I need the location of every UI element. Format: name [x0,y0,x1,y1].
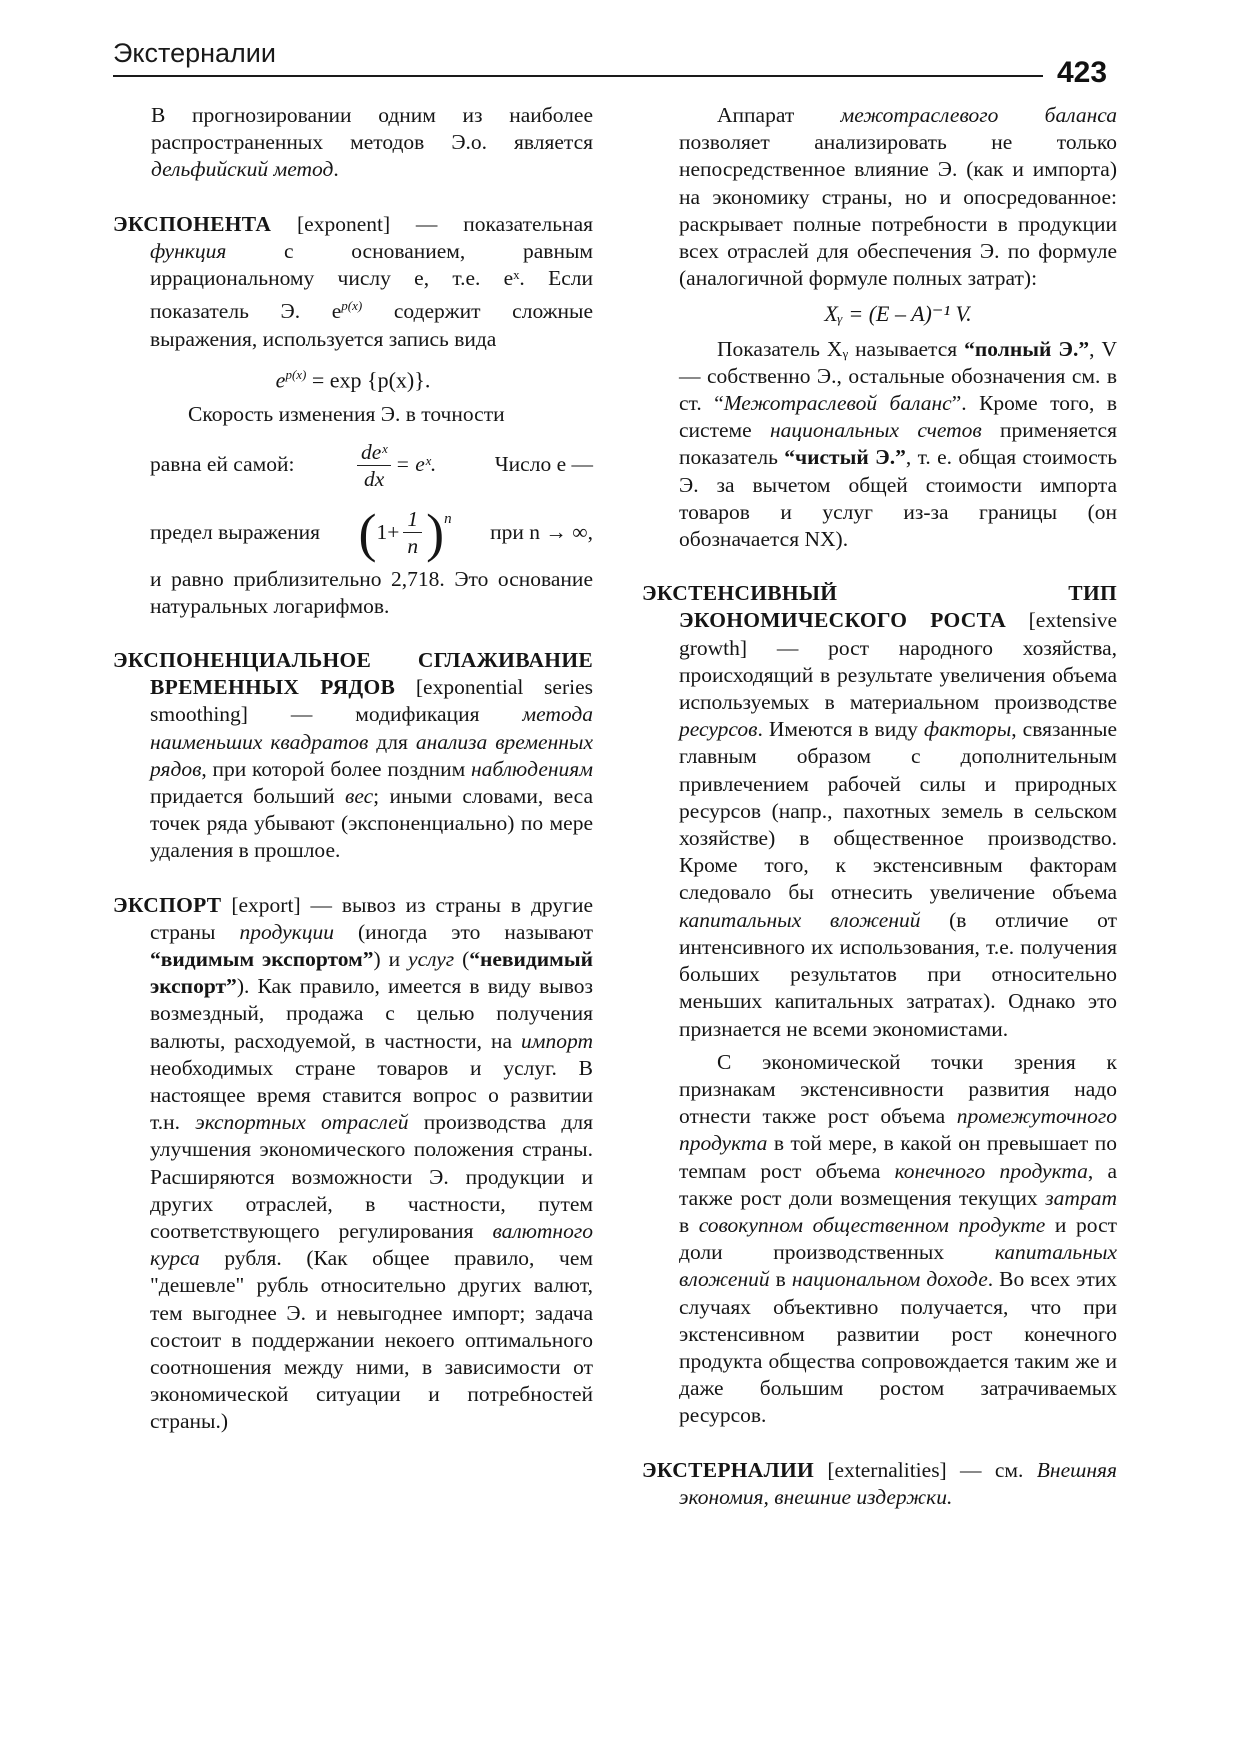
link-import[interactable]: импорт [521,1028,593,1053]
link-costs[interactable]: затрат [1045,1185,1117,1210]
link-external-economies[interactable]: Внешняя экономия, внешние издержки. [679,1457,1117,1509]
entry-export: ЭКСПОРТ [export] — вывоз из страны в другие страны продукции (иногда это называют “видимым экспортом”) и услуг (“невидимый экспорт”). Как правило, имеется в виду вывоз возмездный, продажа с целью получения валюты, расходуемой, в частности, на импорт необходимых стране товаров и услуг. В настоящее время ставится вопрос о развитии т.н. экспортных отраслей производства для улучшения экономического положения страны. Расширяются возможности Э. продукции и других отраслей, в частности, путем соответствующего регулирования валютного курса рубля. (Как общее правило, чем "дешевле" рубль относительно других валют, тем выгоднее Э. и невыгоднее импорт; задача состоит в поддержании некоего оптимального соотношения между ними, в зависимости от экономической ситуации и потребностей страны.) [113,892,593,1434]
link-factors[interactable]: факторы [923,717,1012,742]
right-column [642,102,1117,1538]
link-input-output-balance[interactable]: межотраслевого баланса [840,103,1117,127]
entry-exponential-smoothing: ЭКСПОНЕНЦИАЛЬНОЕ СГЛАЖИВАНИЕ ВРЕМЕННЫХ РЯДОВ [exponential series smoothing] — модификация метода наименьших квадратов для анализа временных рядов, при которой более поздним наблюдениям придается больший вес; иными словами, веса точек ряда убывают (экспоненциально) по мере удаления в прошлое. [113,647,594,863]
link-national-accounts[interactable]: национальных счетов [770,418,982,443]
link-national-income[interactable]: национальном доходе [791,1267,988,1292]
entry-exponent: ЭКСПОНЕНТА [exponent] — показательная функция с основанием, равным иррациональному числу e, т.е. eˣ. Если показатель Э. $e^{p(x)}$ содержит сложные выражения, используется запись вида [113,211,594,351]
speed-paragraph: Скорость изменения Э. в точности [188,402,505,427]
link-capital-investment-2[interactable]: капитальных вложений [679,1240,1117,1292]
page-number: 423 [1057,56,1108,89]
intro-paragraph: В прогнозировании одним из наиболее распространенных методов Э.о. является дельфийский метод. [151,103,593,182]
link-function[interactable]: функция [150,238,227,263]
header-rule [113,75,1043,77]
entry-externalities: ЭКСТЕРНАЛИИ [externalities] — см. Внешняя экономия, внешние издержки. [642,1457,1117,1509]
entry-term: ЭКСПОНЕНЦИАЛЬНОЕ СГЛАЖИВАНИЕ ВРЕМЕННЫХ РЯДОВ [113,647,593,700]
left-column [113,102,593,1463]
running-header: Экстерналии [113,38,276,68]
indicator-paragraph: Показатель Xᵧ называется “полный Э.”, V — собственно Э., остальные обозначения см. в ст. “Межотраслевой баланс”. Кроме того, в системе национальных счетов применяется показатель “чистый Э.”, т. е. общая стоимость Э. за вычетом общей стоимости импорта товаров и услуг из-за границы (он обозначается NX). [679,336,1118,552]
formula-full-export: Xᵧ = (E – A)⁻¹ V. [824,301,972,327]
entry-extensive-growth: ЭКСТЕНСИВНЫЙ ТИП ЭКОНОМИЧЕСКОГО РОСТА [extensive growth] — рост народного хозяйства, происходящий в результате увеличения объема используемых в материальном производстве ресурсов. Имеются в виду факторы, связанные главным образом с дополнительным привлечением рабочей силы и природных ресурсов (напр., пахотных земель в сельском хозяйстве) в общественное производство. Кроме того, к экстенсивным факторам следовало бы отнесить увеличение объема капитальных вложений (в отличие от интенсивного их использования, т.е. получения больших результатов при относительно меньших капитальных затратах). Однако это признается не всеми экономистами. [642,581,1117,1041]
approx-paragraph: и равно приблизительно 2,718. Это основание натуральных логарифмов. [150,566,593,618]
balance-paragraph: Аппарат межотраслевого баланса позволяет анализировать не только непосредственное влияние Э. (как и импорта) на экономику страны, но и опосредованное: раскрывает полные потребности в продукции всех отраслей для обеспечения Э. по формуле (аналогичной формуле полных затрат): [679,103,1117,291]
entry-term: ЭКСПОНЕНТА [113,211,272,236]
link-input-output-balance-article[interactable]: Межотраслевой баланс [723,391,952,416]
link-production[interactable]: продукции [239,919,334,944]
link-weight[interactable]: вес [345,783,374,808]
link-intermediate-product[interactable]: промежуточного продукта [679,1104,1117,1156]
entry-term: ЭКСТЕНСИВНЫЙ ТИП ЭКОНОМИЧЕСКОГО РОСТА [642,581,1117,633]
link-final-product[interactable]: конечного продукта [894,1158,1088,1183]
link-delphi-method[interactable]: дельфийский метод [151,157,334,182]
link-capital-investment[interactable]: капитальных вложений [679,907,921,932]
derivative-formula: равна ей самой: $\frac{\text{deˣ}}{dx}$ = eˣ. Число e — [150,439,593,491]
link-total-social-product[interactable]: совокупном общественном продукте [698,1212,1046,1237]
extensive-paragraph: С экономической точки зрения к признакам экстенсивности развития надо отнести также рост объема промежуточного продукта в той мере, в какой он превышает по темпам рост объема конечного продукта, а также рост доли возмещения текущих затрат в совокупном общественном продукте и рост доли производственных капитальных вложений в национальном доходе. Во всех этих случаях объективно получается, что при экстенсивном развитии рост конечного продукта общества сопровождается таким же и даже большим ростом затрачиваемых ресурсов. [679,1049,1118,1428]
link-observations[interactable]: наблюдениям [470,756,593,781]
entry-term: ЭКСПОРТ [113,892,222,917]
link-services[interactable]: услуг [408,946,455,971]
entry-term: ЭКСТЕРНАЛИИ [642,1457,814,1482]
limit-formula: предел выражения ( 1+ $\frac{1}{n}$ ) $^n$ при n → ∞, [150,502,593,563]
link-time-series[interactable]: анализа временных рядов [150,729,594,781]
link-export-industries[interactable]: экспортных отраслей [195,1110,409,1135]
link-exchange-rate[interactable]: валютного курса [150,1218,593,1271]
fraction: $\frac{\text{deˣ}}{dx}$ [357,439,391,492]
link-least-squares[interactable]: метода наименьших квадратов [150,702,593,754]
formula-exp: $e^{p(x)} = \exp \{p(x)\}$. [275,366,431,393]
link-resources[interactable]: ресурсов [679,717,758,742]
